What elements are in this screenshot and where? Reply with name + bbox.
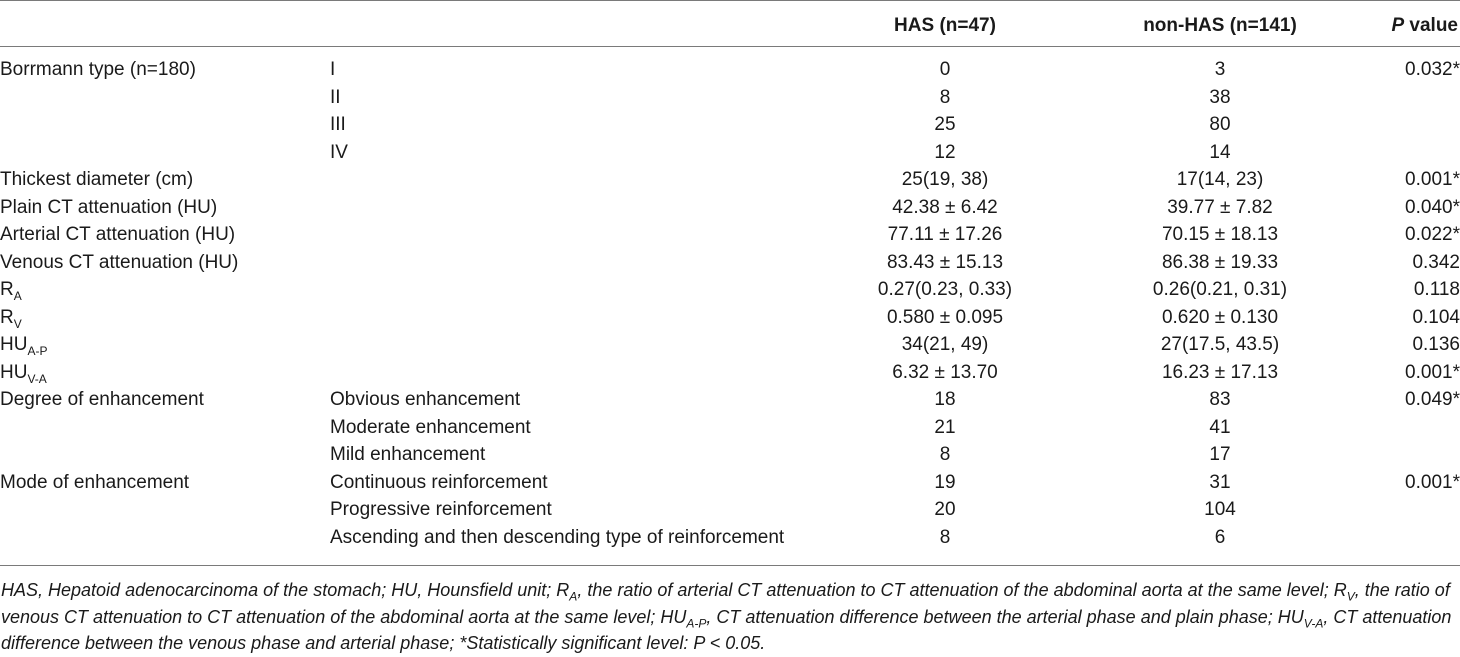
cell-variable: $R_A$ [0, 279, 22, 303]
cell-has: 8 [939, 526, 951, 548]
cell-p-value: 0.040* [1405, 196, 1460, 218]
header-row [0, 12, 1460, 45]
header-non-has: non-HAS (n=141) [1143, 15, 1297, 36]
cell-variable [0, 441, 330, 469]
cell-subcategory [330, 194, 810, 222]
cell-variable: Borrmann type (n=180) [0, 59, 196, 80]
header-p-value: P value [1391, 15, 1458, 36]
table-row [0, 304, 1460, 332]
cell-p-value [1360, 139, 1460, 167]
cell-p-value: 0.032* [1405, 59, 1460, 80]
cell-non-has: 104 [1204, 499, 1236, 520]
cell-has: 25 [934, 114, 956, 135]
cell-non-has: 86.38 ± 19.33 [1161, 251, 1279, 273]
cell-p-value [1360, 441, 1460, 469]
cell-variable: $HU_{V-A}$ [0, 361, 47, 386]
cell-subcategory [330, 304, 810, 332]
cell-non-has: 27(17.5, 43.5) [1160, 334, 1280, 355]
table-row [0, 331, 1460, 359]
cell-subcategory [330, 331, 810, 359]
cell-variable [0, 414, 330, 442]
table-row [0, 84, 1460, 112]
cell-variable: $R_V$ [0, 306, 22, 331]
table-row [0, 524, 1460, 552]
cell-p-value [1360, 524, 1460, 552]
table-row [0, 194, 1460, 222]
header-subcategory [330, 12, 810, 45]
cell-variable: Thickest diameter (cm) [0, 169, 194, 190]
cell-p-value: 0.049* [1405, 389, 1460, 410]
cell-non-has: 14 [1209, 141, 1231, 163]
cell-non-has: 6 [1214, 526, 1226, 548]
cell-non-has: 0.620 ± 0.130 [1161, 306, 1279, 328]
cell-subcategory: Ascending and then descending type of reinforcement [330, 526, 785, 548]
table-row [0, 359, 1460, 387]
top-rule [0, 0, 1460, 1]
table-row [0, 386, 1460, 414]
cell-subcategory: I [330, 59, 336, 80]
cell-subcategory: Progressive reinforcement [330, 499, 552, 520]
cell-has: 83.43 ± 15.13 [886, 251, 1004, 273]
cell-has: 0.580 ± 0.095 [886, 306, 1004, 328]
cell-p-value [1360, 414, 1460, 442]
cell-non-has: 3 [1214, 59, 1226, 80]
cell-p-value [1360, 111, 1460, 139]
cell-variable: Degree of enhancement [0, 389, 204, 410]
cell-variable: $HU_{A-P}$ [0, 334, 48, 358]
cell-has: 8 [939, 86, 951, 108]
cell-non-has: 17(14, 23) [1176, 169, 1264, 190]
cell-has: 0 [939, 59, 951, 80]
table-row [0, 221, 1460, 249]
header-variable [0, 12, 330, 45]
cell-has: 6.32 ± 13.70 [892, 361, 998, 383]
cell-has: 21 [934, 416, 956, 438]
header-has: HAS (n=47) [894, 15, 996, 36]
table-body [0, 45, 1460, 551]
cell-p-value [1360, 84, 1460, 112]
cell-variable: Plain CT attenuation (HU) [0, 196, 218, 218]
cell-p-value: 0.136 [1412, 334, 1460, 355]
table-footnote: HAS, Hepatoid adenocarcinoma of the stomach; HU, Hounsfield unit; $R_A$, the ratio of arterial CT attenuation to CT attenuation of the abdominal aorta at the same level; $R_V$, the ratio of venous CT attenuation to CT attenuation of the abdominal aorta at the same level; $HU_{A-P}$, CT attenuation difference between the arterial phase and plain phase; $HU_{V-A}$, CT attenuation difference between the venous phase and arterial phase; *Statistically significant level: P < 0.05. [1, 580, 1452, 653]
table-row [0, 45, 1460, 84]
cell-non-has: 31 [1209, 471, 1231, 493]
cell-subcategory: III [330, 114, 346, 135]
table-row [0, 496, 1460, 524]
cell-has: 25(19, 38) [901, 169, 989, 190]
cell-subcategory [330, 221, 810, 249]
cell-has: 18 [934, 389, 956, 410]
cell-p-value: 0.104 [1412, 306, 1460, 328]
table-row [0, 469, 1460, 497]
cell-variable: Venous CT attenuation (HU) [0, 251, 239, 273]
cell-subcategory: Moderate enhancement [330, 416, 531, 438]
cell-has: 42.38 ± 6.42 [892, 196, 998, 218]
cell-subcategory [330, 166, 810, 194]
cell-p-value: 0.001* [1405, 361, 1460, 383]
bottom-rule [0, 565, 1460, 566]
cell-subcategory: II [330, 86, 341, 108]
cell-non-has: 70.15 ± 18.13 [1161, 224, 1279, 245]
table-row [0, 249, 1460, 277]
cell-subcategory [330, 249, 810, 277]
cell-non-has: 83 [1209, 389, 1231, 410]
cell-p-value [1360, 496, 1460, 524]
comparison-table [0, 12, 1460, 551]
cell-subcategory: Obvious enhancement [330, 389, 521, 410]
cell-variable [0, 496, 330, 524]
cell-non-has: 0.26(0.21, 0.31) [1152, 279, 1288, 300]
cell-non-has: 17 [1209, 444, 1231, 465]
cell-subcategory: Continuous reinforcement [330, 471, 548, 493]
cell-p-value: 0.118 [1413, 279, 1460, 300]
table-row [0, 166, 1460, 194]
cell-variable [0, 111, 330, 139]
cell-subcategory [330, 276, 810, 304]
cell-has: 8 [939, 444, 951, 465]
cell-p-value: 0.022* [1405, 224, 1460, 245]
cell-has: 12 [934, 141, 956, 163]
table-row [0, 276, 1460, 304]
cell-non-has: 16.23 ± 17.13 [1161, 361, 1279, 383]
cell-variable: Arterial CT attenuation (HU) [0, 224, 236, 245]
cell-p-value: 0.342 [1412, 251, 1460, 273]
cell-has: 20 [934, 499, 956, 520]
cell-non-has: 80 [1209, 114, 1231, 135]
table-row [0, 139, 1460, 167]
cell-has: 0.27(0.23, 0.33) [877, 279, 1013, 300]
cell-p-value: 0.001* [1405, 471, 1460, 493]
cell-non-has: 41 [1209, 416, 1231, 438]
table-row [0, 111, 1460, 139]
table-row [0, 441, 1460, 469]
cell-has: 34(21, 49) [901, 334, 989, 355]
cell-subcategory: Mild enhancement [330, 444, 486, 465]
cell-has: 77.11 ± 17.26 [887, 224, 1003, 245]
cell-variable: Mode of enhancement [0, 471, 190, 493]
cell-non-has: 39.77 ± 7.82 [1167, 196, 1273, 218]
cell-variable [0, 139, 330, 167]
table-row [0, 414, 1460, 442]
cell-variable [0, 524, 330, 552]
cell-non-has: 38 [1209, 86, 1231, 108]
cell-has: 19 [934, 471, 956, 493]
cell-subcategory [330, 359, 810, 387]
cell-subcategory: IV [330, 141, 348, 163]
cell-variable [0, 84, 330, 112]
cell-p-value: 0.001* [1405, 169, 1460, 190]
